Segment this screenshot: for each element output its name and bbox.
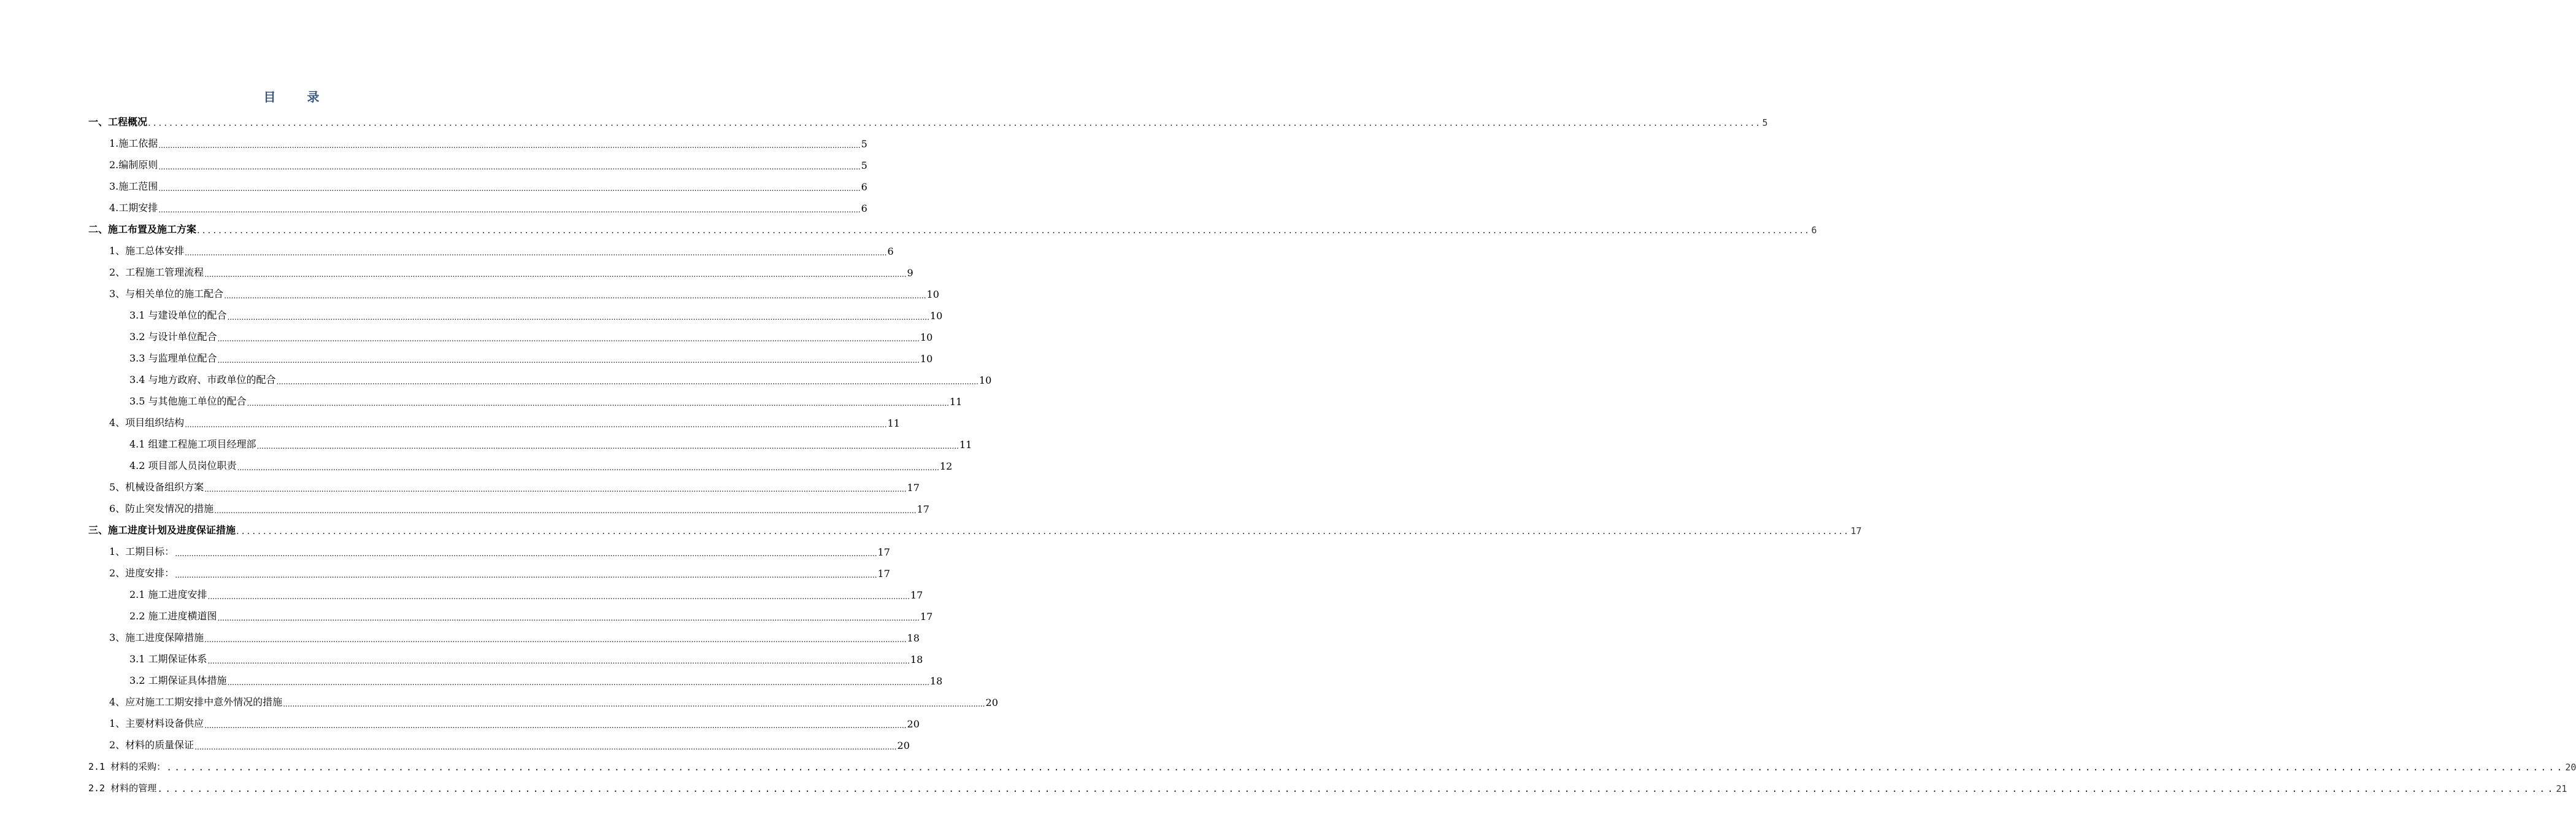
toc-leader-dots: ............................................................................................................................................................................................................................................................................................................ (166, 762, 2565, 773)
toc-entry-title: 3.施工范围 (109, 180, 158, 192)
toc-entry[interactable] (109, 692, 998, 708)
toc-entry-title: 2.2 材料的管理 (88, 783, 157, 794)
toc-entry-title: 2.编制原则 (109, 159, 158, 171)
toc-entry-title: 二、施工布置及施工方案 (88, 223, 197, 235)
toc-entry[interactable] (109, 198, 867, 214)
toc-page-number: 12 (939, 460, 953, 472)
toc-entry[interactable] (88, 757, 2576, 773)
toc-leader-dots: ............................................................................................................................................................................................................................................................................................................ (207, 657, 910, 665)
toc-entry-title: 3.1 与建设单位的配合 (129, 309, 227, 321)
toc-entry-title: 1、工期目标： (109, 546, 175, 557)
toc-entry[interactable] (129, 327, 933, 343)
toc-leader-dots: ............................................................................................................................................................................................................................................................................................................ (283, 700, 985, 708)
toc-entry[interactable] (109, 263, 913, 279)
toc-leader-dots: ............................................................................................................................................................................................................................................................................................................ (207, 592, 910, 601)
toc-entry[interactable] (109, 241, 894, 257)
toc-leader-dots: ............................................................................................................................................................................................................................................................................................................ (217, 356, 920, 365)
toc-entry-title: 三、施工进度计划及进度保证措施 (88, 524, 236, 536)
toc-leader-dots: ............................................................................................................................................................................................................................................................................................................ (158, 141, 861, 150)
toc-page-number: 17 (1850, 525, 1862, 536)
toc-entry-title: 3、施工进度保障措施 (109, 632, 204, 643)
toc-entry[interactable] (129, 671, 943, 687)
toc-entry-title: 3、与相关单位的施工配合 (109, 288, 224, 300)
toc-entry-title: 3.2 工期保证具体措施 (129, 675, 227, 686)
toc-entry-title: 3.3 与监理单位配合 (129, 352, 217, 364)
toc-entry[interactable] (88, 112, 1768, 128)
toc-page-number: 17 (877, 546, 890, 558)
toc-entry[interactable] (129, 435, 972, 451)
toc-entry-title: 1、施工总体安排 (109, 245, 185, 257)
toc-leader-dots: ............................................................................................................................................................................................................................................................................................................ (224, 292, 926, 300)
toc-page-number: 11 (959, 439, 972, 451)
toc-page-number: 6 (1811, 225, 1817, 236)
toc-entry-title: 2、工程施工管理流程 (109, 266, 204, 278)
toc-entry[interactable] (129, 649, 923, 665)
toc-leader-dots: ............................................................................................................................................................................................................................................................................................................ (194, 743, 897, 751)
toc-leader-dots: ............................................................................................................................................................................................................................................................................................................ (247, 399, 949, 408)
toc-entry-title: 2.1 材料的采购： (88, 761, 166, 772)
toc-page-number: 10 (920, 353, 933, 365)
toc-entry[interactable] (109, 542, 890, 558)
toc-entry-title: 一、工程概况 (88, 116, 148, 128)
toc-page-number: 17 (920, 611, 933, 622)
toc-leader-dots: ............................................................................................................................................................................................................................................................................................................ (214, 506, 917, 515)
toc-entry[interactable] (109, 413, 900, 429)
toc-leader-dots: ............................................................................................................................................................................................................................................................................................................ (204, 485, 907, 494)
toc-leader-dots: ............................................................................................................................................................................................................................................................................................................ (185, 249, 887, 257)
toc-page-number: 6 (861, 181, 867, 193)
toc-entry-title: 2、材料的质量保证 (109, 739, 194, 751)
toc-page-number: 5 (861, 138, 867, 150)
toc-entry[interactable] (109, 134, 867, 150)
toc-entry-title: 3.2 与设计单位配合 (129, 331, 217, 343)
toc-page-number: 18 (907, 632, 920, 644)
toc-leader-dots: ............................................................................................................................................................................................................................................................................................................ (158, 206, 861, 214)
toc-leader-dots: ............................................................................................................................................................................................................................................................................................................ (204, 635, 907, 644)
toc-entry[interactable] (88, 778, 2567, 794)
toc-page-number: 17 (917, 503, 929, 515)
toc-leader-dots: ............................................................................................................................................................................................................................................................................................................ (158, 184, 861, 193)
toc-leader-dots: ............................................................................................................................................................................................................................................................................................................ (197, 225, 1811, 236)
toc-page-number: 17 (877, 568, 890, 579)
toc-leader-dots: ............................................................................................................................................................................................................................................................................................................ (204, 270, 907, 279)
toc-entry[interactable] (109, 714, 920, 730)
toc-leader-dots: ............................................................................................................................................................................................................................................................................................................ (227, 313, 929, 322)
toc-entry[interactable] (129, 456, 953, 472)
toc-leader-dots: ............................................................................................................................................................................................................................................................................................................ (204, 721, 907, 730)
toc-page-number: 10 (920, 331, 933, 343)
toc-page-number: 10 (929, 310, 943, 322)
toc-leader-dots: ............................................................................................................................................................................................................................................................................................................ (148, 117, 1762, 128)
toc-page-number: 5 (861, 160, 867, 171)
toc-leader-dots: ............................................................................................................................................................................................................................................................................................................ (237, 463, 939, 472)
toc-entry[interactable] (129, 370, 992, 386)
toc-leader-dots: ............................................................................................................................................................................................................................................................................................................ (158, 163, 861, 171)
toc-entry-title: 2、进度安排： (109, 567, 175, 579)
toc-title: 目 录 (263, 90, 333, 104)
toc-leader-dots: ............................................................................................................................................................................................................................................................................................................ (175, 549, 877, 558)
toc-entry[interactable] (129, 349, 933, 365)
toc-entry-title: 4.2 项目部人员岗位职责 (129, 460, 237, 471)
toc-leader-dots: ............................................................................................................................................................................................................................................................................................................ (185, 420, 887, 429)
toc-entry[interactable] (88, 521, 1862, 536)
toc-entry[interactable] (88, 220, 1817, 236)
toc-page-number: 17 (907, 482, 920, 494)
toc-entry[interactable] (129, 585, 923, 601)
toc-entry[interactable] (109, 177, 867, 193)
toc-entry[interactable] (109, 499, 929, 515)
toc-page-number: 11 (949, 396, 963, 408)
toc-entry-title: 4.工期安排 (109, 202, 158, 214)
toc-page-number: 9 (907, 267, 913, 279)
toc-leader-dots: ............................................................................................................................................................................................................................................................................................................ (227, 678, 929, 687)
toc-entry[interactable] (109, 628, 920, 644)
toc-page-number: 10 (926, 289, 939, 300)
toc-entry-title: 3.4 与地方政府、市政单位的配合 (129, 374, 276, 385)
toc-entry-title: 3.1 工期保证体系 (129, 653, 207, 665)
toc-page-number: 21 (2556, 783, 2567, 794)
toc-entry-title: 4、项目组织结构 (109, 417, 185, 428)
toc-leader-dots: ............................................................................................................................................................................................................................................................................................................ (157, 783, 2556, 794)
toc-page-number: 10 (978, 374, 992, 386)
toc-page-number: 11 (887, 417, 900, 429)
toc-page-number: 5 (1762, 117, 1768, 128)
toc-entry-title: 6、防止突发情况的措施 (109, 503, 214, 514)
toc-leader-dots: ............................................................................................................................................................................................................................................................................................................ (236, 525, 1850, 536)
toc-entry-title: 1.施工依据 (109, 138, 158, 149)
toc-entry-title: 2.1 施工进度安排 (129, 589, 207, 600)
toc-entry[interactable] (129, 606, 933, 622)
toc-page-number: 18 (929, 675, 943, 687)
toc-entry-title: 1、主要材料设备供应 (109, 718, 204, 729)
toc-leader-dots: ............................................................................................................................................................................................................................................................................................................ (256, 442, 959, 451)
toc-entry[interactable] (109, 155, 867, 171)
toc-entry-title: 5、机械设备组织方案 (109, 481, 204, 493)
toc-entry[interactable] (129, 306, 943, 322)
toc-entry[interactable] (109, 478, 920, 494)
toc-page-number: 20 (985, 697, 998, 708)
toc-page-number: 20 (907, 718, 920, 730)
toc-leader-dots: ............................................................................................................................................................................................................................................................................................................ (175, 571, 877, 579)
toc-entry-title: 4、应对施工工期安排中意外情况的措施 (109, 696, 283, 708)
toc-page-number: 17 (910, 589, 923, 601)
toc-page-number: 20 (2565, 762, 2576, 773)
toc-entry-title: 2.2 施工进度横道图 (129, 610, 217, 622)
toc-leader-dots: ............................................................................................................................................................................................................................................................................................................ (217, 614, 920, 622)
toc-leader-dots: ............................................................................................................................................................................................................................................................................................................ (276, 378, 978, 386)
toc-page-number: 6 (861, 203, 867, 214)
toc-entry[interactable] (109, 564, 890, 579)
toc-entry-title: 3.5 与其他施工单位的配合 (129, 395, 247, 407)
toc-page-number: 6 (887, 246, 894, 257)
toc-entry[interactable] (129, 392, 963, 408)
toc-leader-dots: ............................................................................................................................................................................................................................................................................................................ (217, 335, 920, 343)
toc-page-number: 18 (910, 654, 923, 665)
toc-entry-title: 4.1 组建工程施工项目经理部 (129, 438, 256, 450)
toc-entry[interactable] (109, 735, 910, 751)
toc-page-number: 20 (897, 740, 910, 751)
toc-entry[interactable] (109, 284, 939, 300)
